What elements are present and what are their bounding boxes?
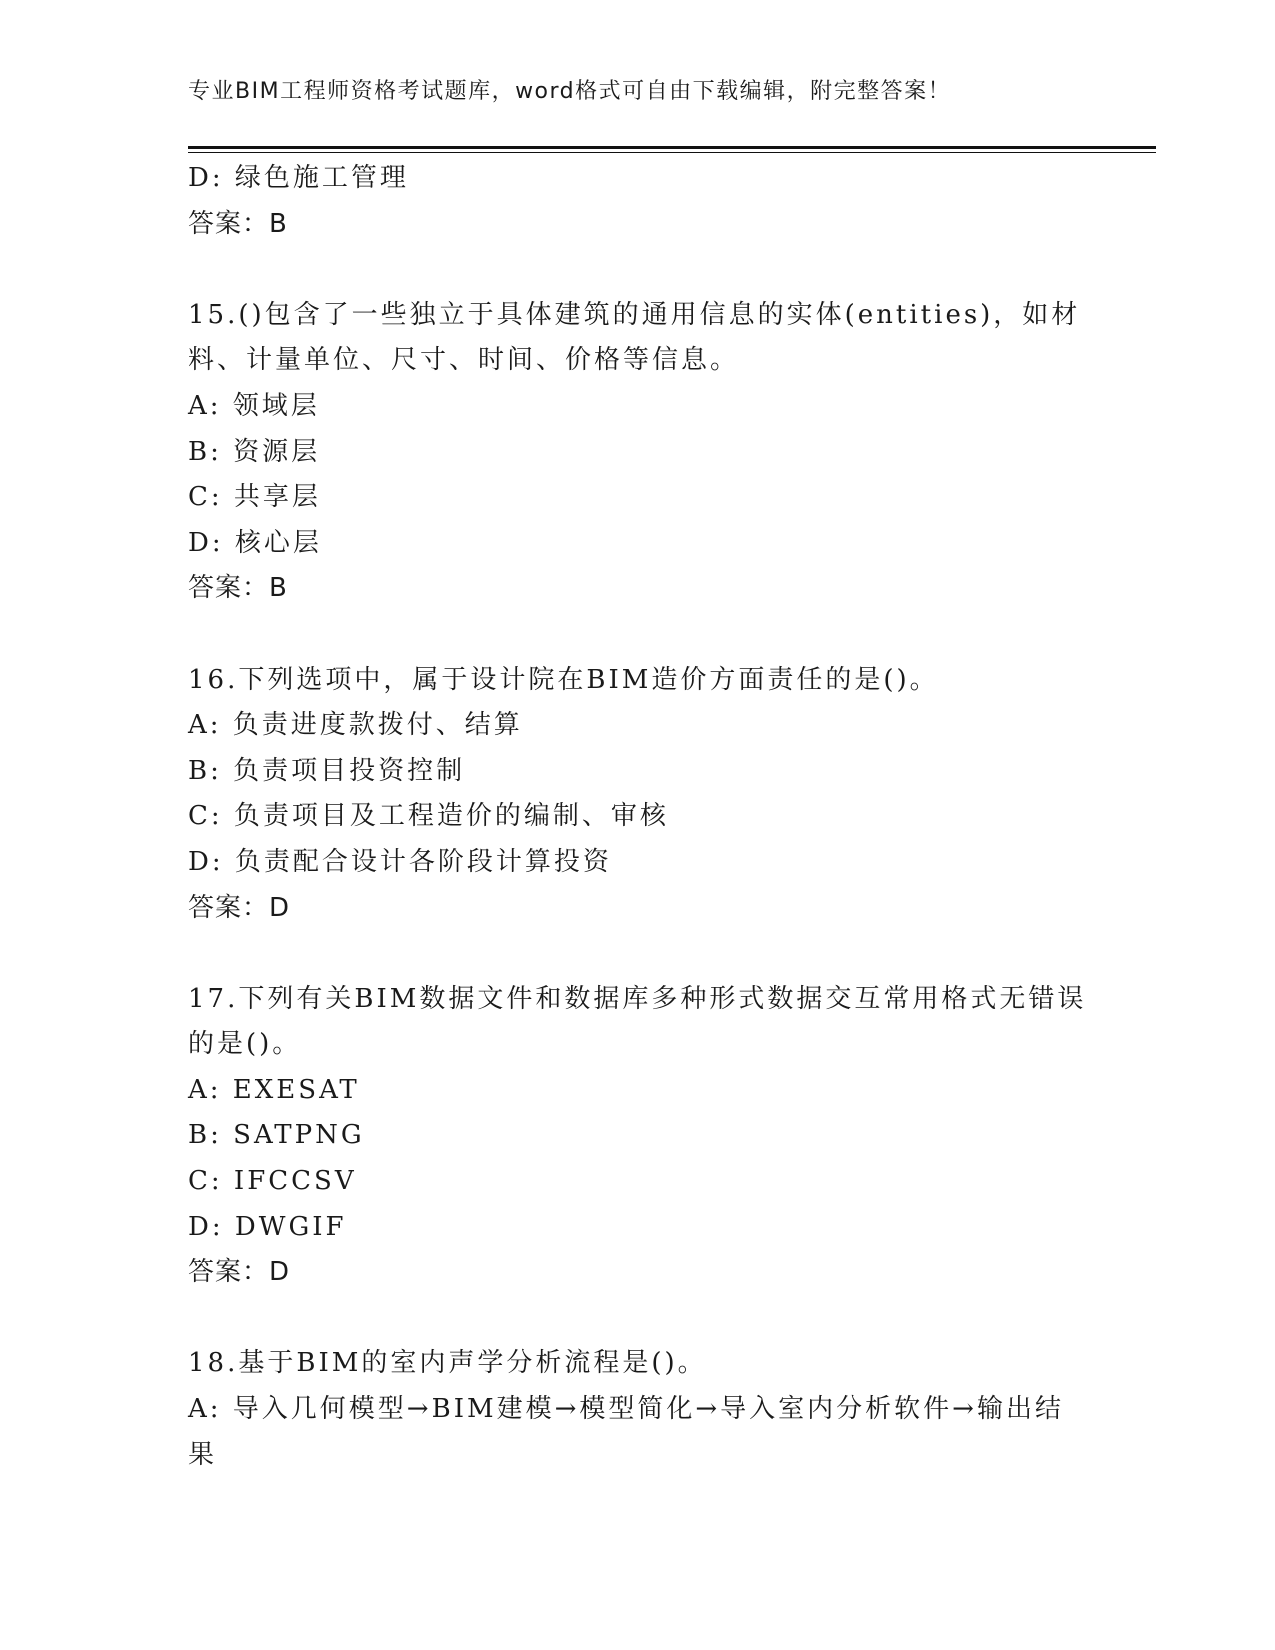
option-b: B: 负责项目投资控制 [188, 755, 466, 786]
answer: 答案：B [188, 573, 288, 604]
question-18 [188, 1341, 1088, 1478]
header-rule-thick [188, 146, 1156, 149]
question-text-cont: 料、计量单位、尺寸、时间、价格等信息。 [188, 345, 740, 376]
option-c: C: IFCCSV [188, 1166, 357, 1197]
option-a: A: 领域层 [188, 390, 320, 421]
option-a: A: 负责进度款拨付、结算 [188, 710, 523, 741]
option-d: D: DWGIF [188, 1211, 347, 1242]
question-text: 15.()包含了一些独立于具体建筑的通用信息的实体(entities)，如材 [188, 299, 1081, 330]
answer: 答案：D [188, 892, 291, 923]
question-text: 17.下列有关BIM数据文件和数据库多种形式数据交互常用格式无错误 [188, 983, 1087, 1014]
header-rule-thin [188, 152, 1156, 153]
answer: 答案：B [188, 208, 288, 239]
option-b: B: 资源层 [188, 436, 321, 467]
option-b: B: SATPNG [188, 1120, 365, 1151]
question-text: 18.基于BIM的室内声学分析流程是()。 [188, 1348, 707, 1379]
option-a: A: EXESAT [188, 1074, 360, 1105]
previous-question-tail [188, 156, 1088, 247]
answer: 答案：D [188, 1257, 291, 1288]
page-header: 专业BIM工程师资格考试题库，word格式可自由下载编辑，附完整答案！ [188, 79, 952, 104]
option-a: A: 导入几何模型→BIM建模→模型简化→导入室内分析软件→输出结 [188, 1394, 1064, 1425]
question-text: 16.下列选项中，属于设计院在BIM造价方面责任的是()。 [188, 664, 939, 695]
question-17 [188, 977, 1088, 1296]
question-text-cont: 的是()。 [188, 1029, 302, 1060]
option-d: D: 负责配合设计各阶段计算投资 [188, 846, 612, 877]
option-c: C: 共享层 [188, 482, 321, 513]
option-c: C: 负责项目及工程造价的编制、审核 [188, 801, 669, 832]
option-d: D: 核心层 [188, 527, 322, 558]
question-15 [188, 293, 1088, 612]
question-16 [188, 658, 1088, 932]
document-body [188, 156, 1088, 1478]
option-d: D: 绿色施工管理 [188, 163, 409, 193]
option-a-cont: 果 [188, 1439, 218, 1470]
